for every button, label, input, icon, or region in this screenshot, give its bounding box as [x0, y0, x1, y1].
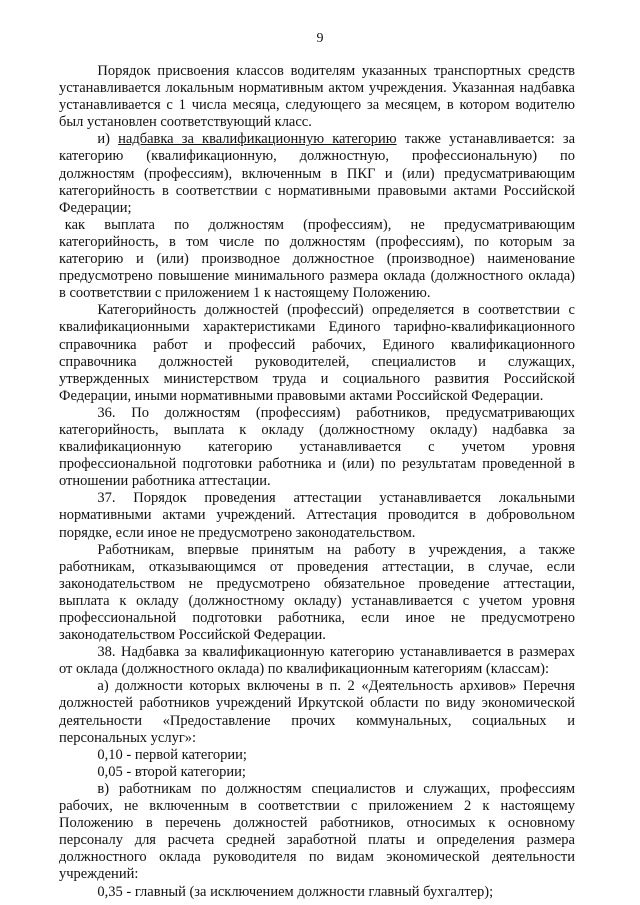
- paragraph-non-category: как выплата по должностям (профессиям), не предусматривающим категорийность, в том числе по должностям (профессиям), по которым за категорию и (или) производное должностное (производное) наименование предусмотрено повышение минимального размера оклада (должностного оклада) в соответствии с приложением 1 к настоящему Положению.: [59, 216, 575, 302]
- paragraph-text: также устанавливается: за категорию (квалификационную, должностную, профессиональную) по должностям (профессиям), включенным в ПКГ и (или) предусматривающим категорийность в соответствии с нормативными правовыми актами Российской Федерации;: [59, 131, 576, 216]
- document-body: [59, 63, 575, 901]
- paragraph-rate-second: 0,05 - второй категории;: [97, 763, 246, 780]
- paragraph-37: 37. Порядок проведения аттестации устанавливается локальными нормативными актами учреждений. Аттестация проводится в добровольном порядке, если иное не предусмотрено законодательством.: [59, 490, 575, 541]
- paragraph-36: 36. По должностям (профессиям) работников, предусматривающих категорийность, выплата к окладу (должностному окладу) надбавка за квалификационную категорию устанавливается с учетом уровня профессиональной подготовки работника и (или) по результатам проведенной в отношении работника аттестации.: [59, 404, 575, 490]
- paragraph-rate-chief: 0,35 - главный (за исключением должности главный бухгалтер);: [97, 883, 494, 900]
- item-marker: и): [97, 131, 110, 148]
- paragraph-category-bonus: [59, 131, 575, 216]
- paragraph-item-v: в) работникам по должностям специалистов и служащих, профессиям рабочих, не включенным в соответствии с приложением 2 к настоящему Положению в перечень должностей работников, относимых к основному персоналу для расчета средней заработной платы и определения размера должностного оклада руководителя по видам экономической деятельности учреждений:: [59, 780, 575, 883]
- paragraph-driver-class: Порядок присвоения классов водителям указанных транспортных средств устанавливается локальным нормативным актом учреждения. Указанная надбавка устанавливается с 1 числа месяца, следующего за месяцем, в котором водителю был установлен соответствующий класс.: [59, 63, 575, 131]
- paragraph-new-employees: Работникам, впервые принятым на работу в учреждения, а также работникам, отказывающимся от проведения аттестации, в случае, если законодательством не предусмотрено обязательное проведение аттестации, выплата к окладу (должностному окладу) устанавливается с учетом уровня профессиональной подготовки работника, если иное не предусмотрено законодательством Российской Федерации.: [59, 541, 575, 644]
- underlined-heading: надбавка за квалификационную категорию: [118, 131, 397, 148]
- paragraph-38: 38. Надбавка за квалификационную категорию устанавливается в размерах от оклада (должностного оклада) по квалификационным категориям (классам):: [59, 644, 575, 678]
- paragraph-rate-first: 0,10 - первой категории;: [97, 746, 247, 763]
- page-number: 9: [316, 31, 324, 46]
- paragraph-categorization: Категорийность должностей (профессий) определяется в соответствии с квалификационными характеристиками Единого тарифно-квалификационного справочника работ и профессий рабочих, Единого квалификационного справочника должностей руководителей, специалистов и служащих, утвержденных министерством труда и социального развития Российской Федерации, иными нормативными правовыми актами Российской Федерации.: [59, 302, 575, 404]
- paragraph-item-a: а) должности которых включены в п. 2 «Деятельность архивов» Перечня должностей работников учреждений Иркутской области по виду экономической деятельности «Предоставление прочих коммунальных, социальных и персональных услуг»:: [59, 678, 575, 746]
